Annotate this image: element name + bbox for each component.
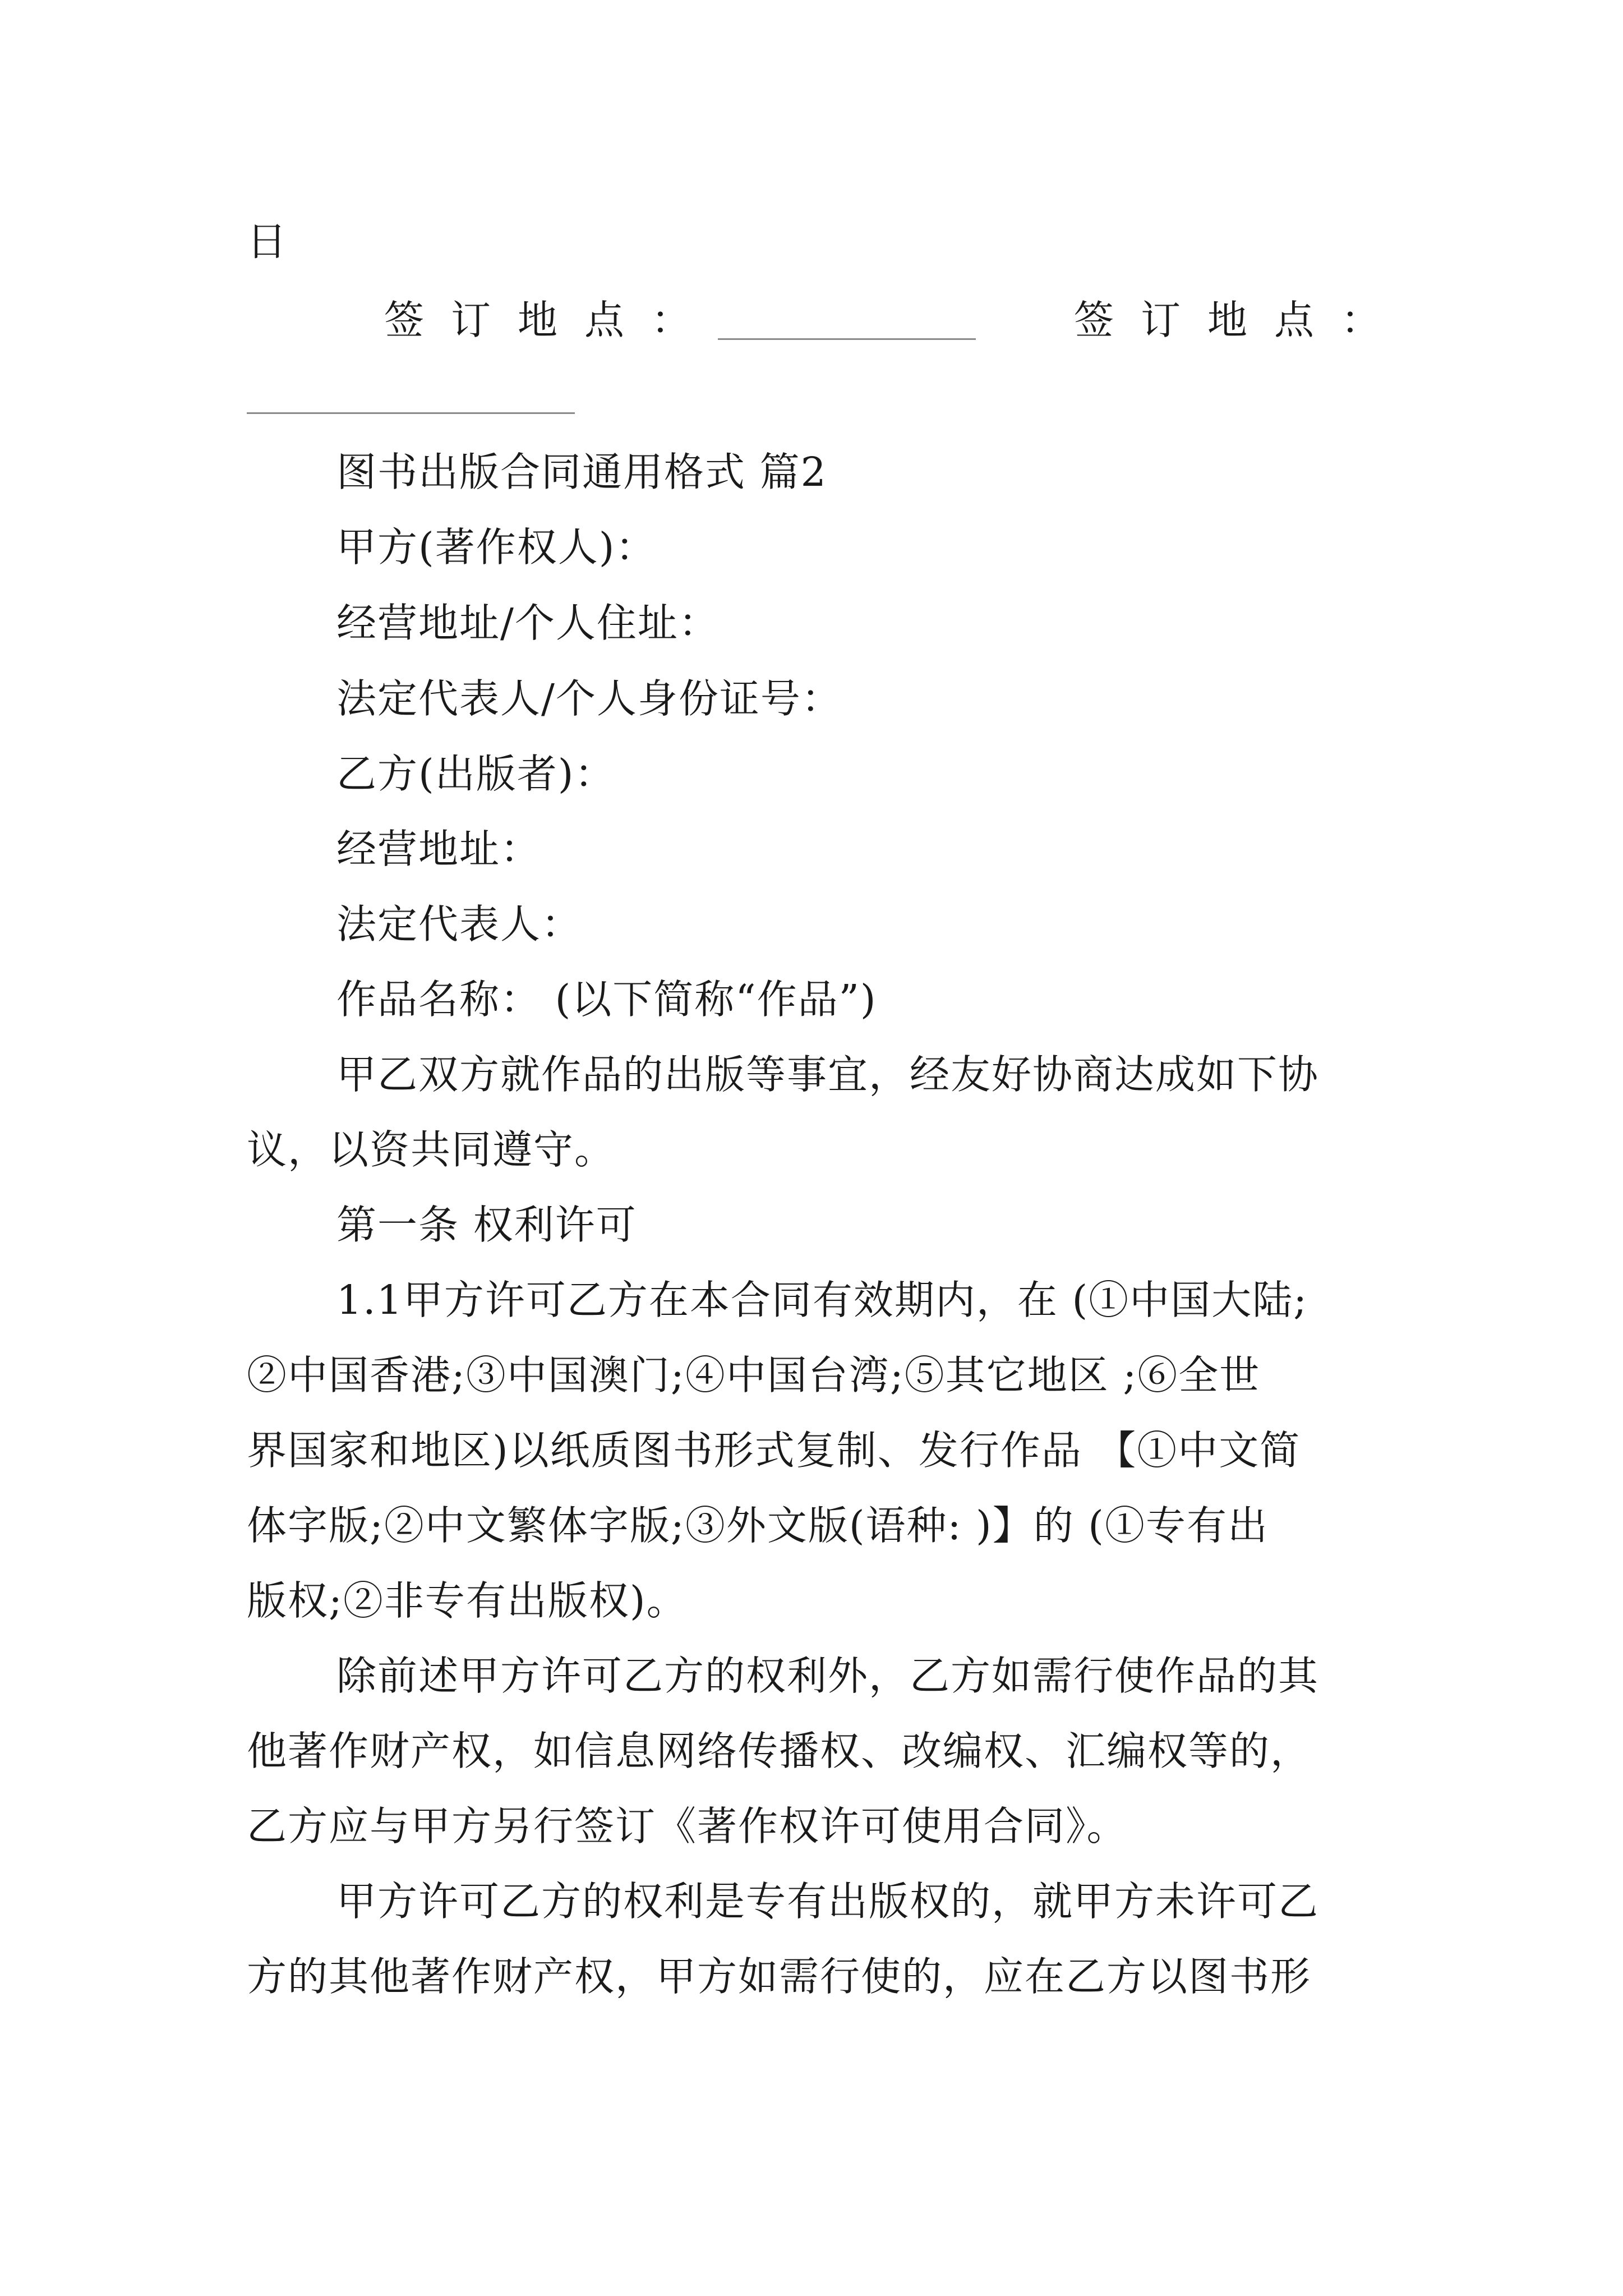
party-a-address-label: 经营地址/个人住址： (336, 600, 720, 646)
clause-1-1-line: ②中国香港;③中国澳门;④中国台湾;⑤其它地区 ;⑥全世 (247, 1352, 1261, 1398)
paragraph-3-line: 甲方许可乙方的权利是专有出版权的，就甲方未许可乙 (336, 1878, 1320, 1925)
date-day-char: 日 (247, 218, 288, 265)
signing-place-blank-left (718, 338, 976, 340)
work-name-label: 作品名称： (以下简称“作品”) (336, 976, 877, 1023)
signing-place-blank-right (247, 412, 575, 414)
signing-place-row (0, 297, 1623, 356)
party-b-label: 乙方(出版者)： (336, 751, 616, 797)
party-a-label: 甲方(著作权人)： (336, 524, 657, 570)
paragraph-3-line: 方的其他著作财产权，甲方如需行使的，应在乙方以图书形 (247, 1953, 1312, 2000)
section-title: 图书出版合同通用格式 篇2 (336, 449, 827, 495)
clause-1-1-line: 版权;②非专有出版权)。 (247, 1577, 688, 1624)
signing-place-label-left: 签订地点： (384, 297, 718, 343)
paragraph-2-line: 乙方应与甲方另行签订《著作权许可使用合同》。 (247, 1803, 1128, 1849)
party-b-address-label: 经营地址： (336, 826, 542, 872)
clause-1-1-line: 界国家和地区)以纸质图书形式复制、发行作品 【①中文简 (247, 1427, 1301, 1474)
clause-1-1-line: 体字版;②中文繁体字版;③外文版(语种: )】的 (①专有出 (247, 1502, 1269, 1549)
paragraph-2-line: 除前述甲方许可乙方的权利外，乙方如需行使作品的其 (336, 1653, 1320, 1699)
paragraph-2-line: 他著作财产权，如信息网络传播权、改编权、汇编权等的， (247, 1728, 1312, 1774)
intro-paragraph-line: 议，以资共同遵守。 (247, 1126, 616, 1173)
intro-paragraph-line: 甲乙双方就作品的出版等事宜，经友好协商达成如下协 (336, 1051, 1320, 1098)
party-a-rep-label: 法定代表人/个人身份证号： (336, 675, 842, 722)
clause-1-1-line: 1.1甲方许可乙方在本合同有效期内，在 (①中国大陆; (336, 1277, 1308, 1323)
party-b-rep-label: 法定代表人： (336, 901, 583, 947)
article-1-title: 第一条 权利许可 (336, 1202, 637, 1248)
signing-place-label-right: 签订地点： (1074, 297, 1408, 343)
